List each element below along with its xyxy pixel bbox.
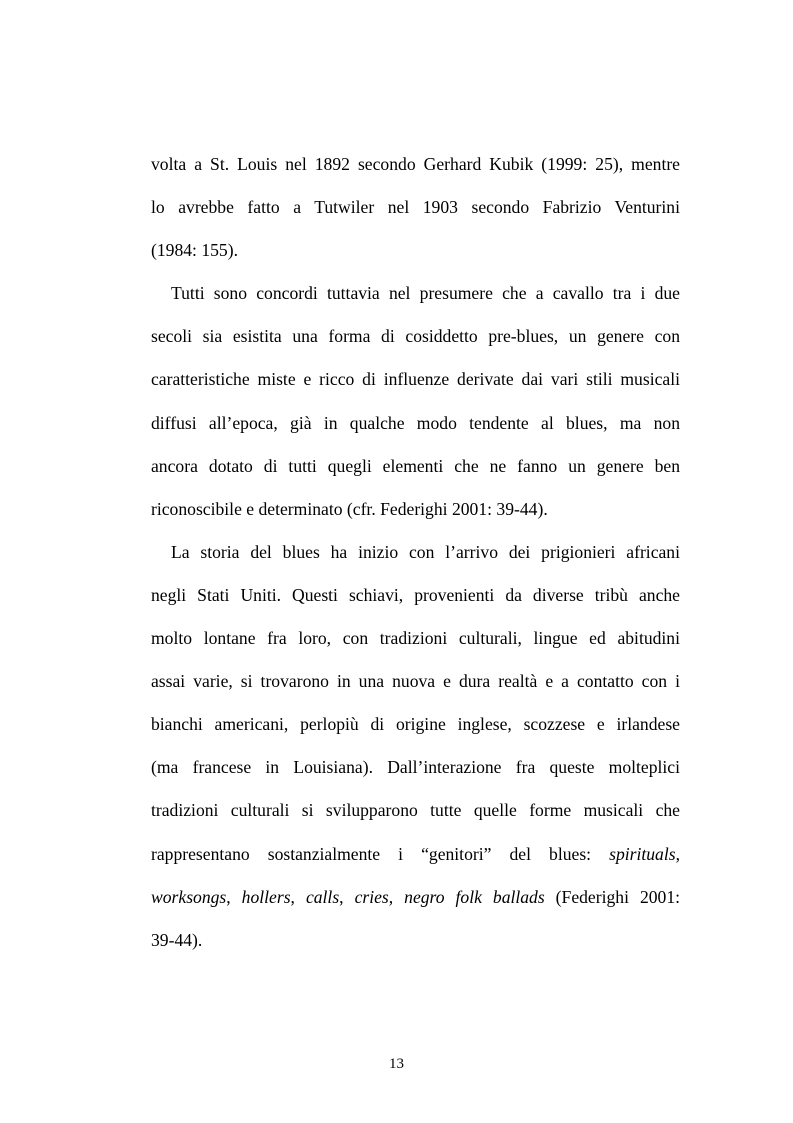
paragraph-3	[151, 531, 680, 962]
italic-term: calls	[305, 886, 340, 907]
text-line	[151, 617, 680, 660]
text-run: bianchi americani, perlopiù di origine inglese, scozzese e irlandese	[151, 714, 680, 735]
text-run: Tutti sono concordi tuttavia nel presumere che a cavallo tra i due	[171, 283, 680, 304]
text-run: ancora dotato di tutti quegli elementi che ne fanno un genere ben	[151, 455, 680, 476]
body-text	[151, 143, 680, 962]
text-line	[151, 703, 680, 746]
text-run: lo avrebbe fatto a Tutwiler nel 1903 secondo Fabrizio Venturini	[151, 197, 680, 218]
text-line	[151, 315, 680, 358]
text-line	[151, 919, 680, 962]
text-line	[151, 358, 680, 401]
text-run: secoli sia esistita una forma di cosiddetto pre-blues, un genere con	[151, 326, 680, 347]
text-run: (ma francese in Louisiana). Dall’interazione fra queste molteplici	[151, 757, 680, 778]
text-run: tradizioni culturali si svilupparono tutte quelle forme musicali che	[151, 800, 680, 821]
italic-term: hollers	[241, 886, 291, 907]
text-run: assai varie, si trovarono in una nuova e dura realtà e a contatto con i	[151, 671, 680, 692]
text-run: La storia del blues ha inizio con l’arrivo dei prigionieri africani	[171, 541, 680, 562]
italic-term: spirituals	[609, 843, 676, 864]
text-line	[151, 488, 680, 531]
text-line	[151, 876, 680, 919]
text-run: ,	[339, 886, 355, 907]
text-line	[151, 272, 680, 315]
text-run: (Federighi 2001:	[544, 886, 681, 907]
text-line	[151, 789, 680, 832]
text-line	[151, 660, 680, 703]
italic-term: cries	[354, 886, 389, 907]
text-run: ,	[388, 886, 405, 907]
text-run: negli Stati Uniti. Questi schiavi, provenienti da diverse tribù anche	[151, 584, 680, 605]
text-line	[151, 833, 680, 876]
text-line	[151, 574, 680, 617]
text-run: 39-44).	[151, 929, 203, 950]
text-run: (1984: 155).	[151, 240, 238, 261]
text-line	[151, 531, 680, 574]
text-run: molto lontane fra loro, con tradizioni culturali, lingue ed abitudini	[151, 628, 680, 649]
text-line	[151, 445, 680, 488]
text-line	[151, 402, 680, 445]
text-run: volta a St. Louis nel 1892 secondo Gerhard Kubik (1999: 25), mentre	[151, 154, 680, 174]
text-line	[151, 143, 680, 186]
text-run: ,	[675, 843, 680, 864]
text-line	[151, 186, 680, 229]
paragraph-1	[151, 143, 680, 272]
text-run: ,	[290, 886, 306, 907]
italic-term: negro folk ballads	[404, 886, 545, 907]
paragraph-2	[151, 272, 680, 531]
text-run: caratteristiche miste e ricco di influenze derivate dai vari stili musicali	[151, 369, 680, 390]
text-run: ,	[226, 886, 242, 907]
text-run: riconoscibile e determinato (cfr. Federighi 2001: 39-44).	[151, 498, 548, 519]
text-run: rappresentano sostanzialmente i “genitori” del blues:	[151, 843, 610, 864]
text-line	[151, 229, 680, 272]
page-number: 13	[389, 1056, 404, 1072]
text-run: diffusi all’epoca, già in qualche modo tendente al blues, ma non	[151, 412, 680, 433]
italic-term: worksongs	[151, 886, 227, 907]
text-line	[151, 746, 680, 789]
